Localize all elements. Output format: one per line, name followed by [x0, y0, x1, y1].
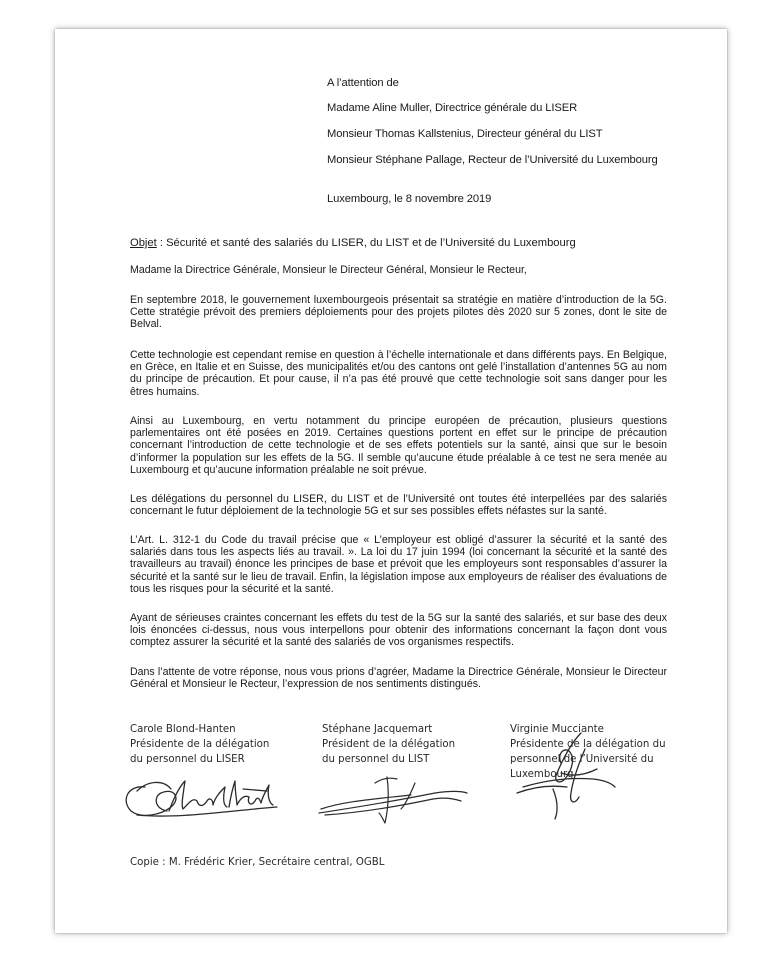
subject-text: : Sécurité et santé des salariés du LISER, du LIST et de l’Université du Luxembourg: [156, 237, 576, 249]
paragraph-7: Dans l’attente de votre réponse, nous vous prions d’agréer, Madame la Directrice Générale, Monsieur le Directeur Général et Monsieur le Recteur, l’expression de nos sentiments distingués.: [130, 666, 667, 691]
signatory-name: Stéphane Jacquemart: [322, 724, 433, 735]
signatory-org: du personnel du LIST: [322, 754, 430, 765]
signatory-name: Virginie Mucciante: [510, 724, 604, 735]
signatory-title: Présidente de la délégation du: [510, 739, 666, 750]
paragraph-2: Cette technologie est cependant remise en question à l’échelle internationale et dans différents pays. En Belgique, en Grèce, en Italie et en Suisse, des municipalités et/ou des cantons ont gelé l’installation d’antennes 5G au nom du principe de précaution. Et pour cause, il n’a pas été prouvé que cette technologie soit sans danger pour les êtres humains.: [130, 349, 667, 398]
paragraph-1: En septembre 2018, le gouvernement luxembourgeois présentait sa stratégie en matière d’introduction de la 5G. Cette stratégie prévoit des premiers déploiements pour des projets pilotes dès 2020 sur 5 zones, dont le site de Belval.: [130, 294, 667, 331]
signatory-org-cont: Luxembourg: [510, 769, 574, 780]
attention-line: A l’attention de: [327, 77, 399, 89]
paragraph-6: Ayant de sérieuses craintes concernant les effets du test de la 5G sur la santé des salariés, et sur base des deux lois énoncées ci-dessus, nous vous interpellons pour obtenir des informations concernant la façon dont vous comptez assurer la sécurité et la santé des salariés de vos organismes respectifs.: [130, 612, 667, 649]
signatory-list: [322, 722, 455, 767]
recipient-liser: Madame Aline Muller, Directrice générale du LISER: [327, 102, 578, 114]
paragraph-4: Les délégations du personnel du LISER, du LIST et de l’Université ont toutes été interpellées par des salariés concernant le futur déploiement de la technologie 5G et sur ses possibles effets néfastes sur la santé.: [130, 493, 667, 518]
signatory-liser: [130, 722, 269, 767]
subject-line: [130, 237, 576, 249]
paragraph-5: L’Art. L. 312-1 du Code du travail précise que « L’employeur est obligé d’assurer la sécurité et la santé des salariés dans tous les aspects liés au travail. ». La loi du 17 juin 1994 (loi concernant la sécurité et la santé des travailleurs au travail) énonce les principes de base et prévoit que les employeurs sont responsables d’assurer la sécurité et la santé sur le lieu de travail. Enfin, la législation impose aux employeurs de réaliser des évaluations de tous les risques pour la sécurité et la santé.: [130, 534, 667, 595]
signatory-title: Président de la délégation: [322, 739, 456, 750]
recipient-list: Monsieur Thomas Kallstenius, Directeur général du LIST: [327, 128, 603, 140]
paragraph-3: Ainsi au Luxembourg, en vertu notamment du principe européen de précaution, plusieurs questions parlementaires ont été posées en 2019. Certaines questions portent en effet sur le principe de précaution concernant l’introduction de cette technologie et de ses effets potentiels sur la santé, ainsi que sur le besoin d’informer la population sur les effets de la 5G. Il semble qu’aucune étude préalable à ce test ne sera menée au Luxembourg et qu’aucune information préalable ne soit prévue.: [130, 415, 667, 476]
recipient-university: Monsieur Stéphane Pallage, Recteur de l’Université du Luxembourg: [327, 154, 658, 166]
signatory-title: Présidente de la délégation: [130, 739, 270, 750]
signature-carole-blond-hanten: [117, 767, 287, 825]
copy-line: Copie : M. Frédéric Krier, Secrétaire central, OGBL: [130, 857, 385, 868]
signature-stephane-jacquemart: [315, 769, 475, 829]
salutation: Madame la Directrice Générale, Monsieur le Directeur Général, Monsieur le Recteur,: [130, 264, 527, 276]
signature-virginie-mucciante: [493, 729, 643, 829]
letter-page: [55, 29, 727, 933]
signatory-org: personnel de l’Université du: [510, 754, 654, 765]
subject-label: Objet: [130, 237, 157, 249]
place-date: Luxembourg, le 8 novembre 2019: [327, 193, 492, 205]
signatory-org: du personnel du LISER: [130, 754, 245, 765]
signatory-name: Carole Blond-Hanten: [130, 724, 236, 735]
